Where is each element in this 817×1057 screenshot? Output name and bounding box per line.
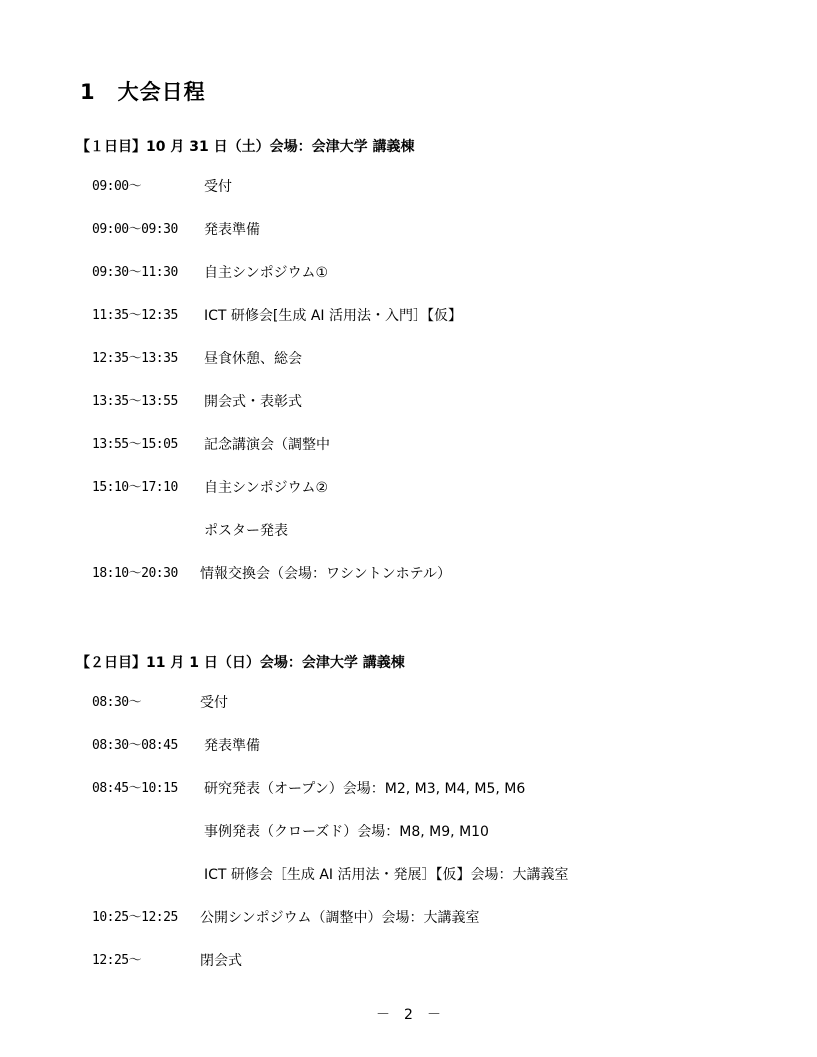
schedule-description: 公開シンポジウム（調整中）会場：大講義室 bbox=[200, 910, 480, 926]
schedule-time: 10:25～12:25 bbox=[92, 910, 178, 925]
day1-heading: 【１日目】10 月 31 日（土）会場：会津大学 講義棟 bbox=[76, 139, 415, 155]
schedule-time: 09:30～11:30 bbox=[92, 265, 178, 280]
schedule-description: 受付 bbox=[200, 695, 228, 711]
schedule-time: 18:10～20:30 bbox=[92, 566, 178, 581]
schedule-time: 09:00～09:30 bbox=[92, 222, 178, 237]
schedule-description: 記念講演会（調整中 bbox=[204, 437, 330, 453]
schedule-time: 08:30～ bbox=[92, 695, 142, 710]
schedule-description: ICT 研修会[生成 AI 活用法・入門］【仮】 bbox=[204, 308, 462, 324]
schedule-description: 発表準備 bbox=[204, 222, 260, 238]
schedule-description: 開会式・表彰式 bbox=[204, 394, 302, 410]
schedule-time: 12:35～13:35 bbox=[92, 351, 178, 366]
schedule-description: 自主シンポジウム② bbox=[204, 480, 329, 496]
schedule-description: 昼食休憩、総会 bbox=[204, 351, 302, 367]
section-title: 1 大会日程 bbox=[80, 80, 206, 104]
schedule-description: 受付 bbox=[204, 179, 232, 195]
schedule-time: 13:35～13:55 bbox=[92, 394, 178, 409]
schedule-description: 事例発表（クローズド）会場：M8, M9, M10 bbox=[204, 824, 489, 840]
schedule-description: ポスター発表 bbox=[204, 523, 288, 539]
schedule-description: ICT 研修会［生成 AI 活用法・発展］【仮】会場：大講義室 bbox=[204, 867, 569, 883]
schedule-time: 13:55～15:05 bbox=[92, 437, 178, 452]
schedule-time: 08:45～10:15 bbox=[92, 781, 178, 796]
schedule-description: 発表準備 bbox=[204, 738, 260, 754]
schedule-time: 15:10～17:10 bbox=[92, 480, 178, 495]
schedule-description: 閉会式 bbox=[200, 953, 242, 969]
schedule-time: 09:00～ bbox=[92, 179, 142, 194]
day2-heading: 【２日目】11 月 1 日（日）会場：会津大学 講義棟 bbox=[76, 655, 405, 671]
schedule-time: 12:25～ bbox=[92, 953, 142, 968]
schedule-description: 研究発表（オープン）会場：M2, M3, M4, M5, M6 bbox=[204, 781, 526, 797]
schedule-time: 08:30～08:45 bbox=[92, 738, 178, 753]
schedule-description: 情報交換会（会場：ワシントンホテル） bbox=[200, 566, 451, 582]
page-number: － 2 － bbox=[376, 1007, 441, 1023]
schedule-description: 自主シンポジウム① bbox=[204, 265, 329, 281]
schedule-time: 11:35～12:35 bbox=[92, 308, 178, 323]
